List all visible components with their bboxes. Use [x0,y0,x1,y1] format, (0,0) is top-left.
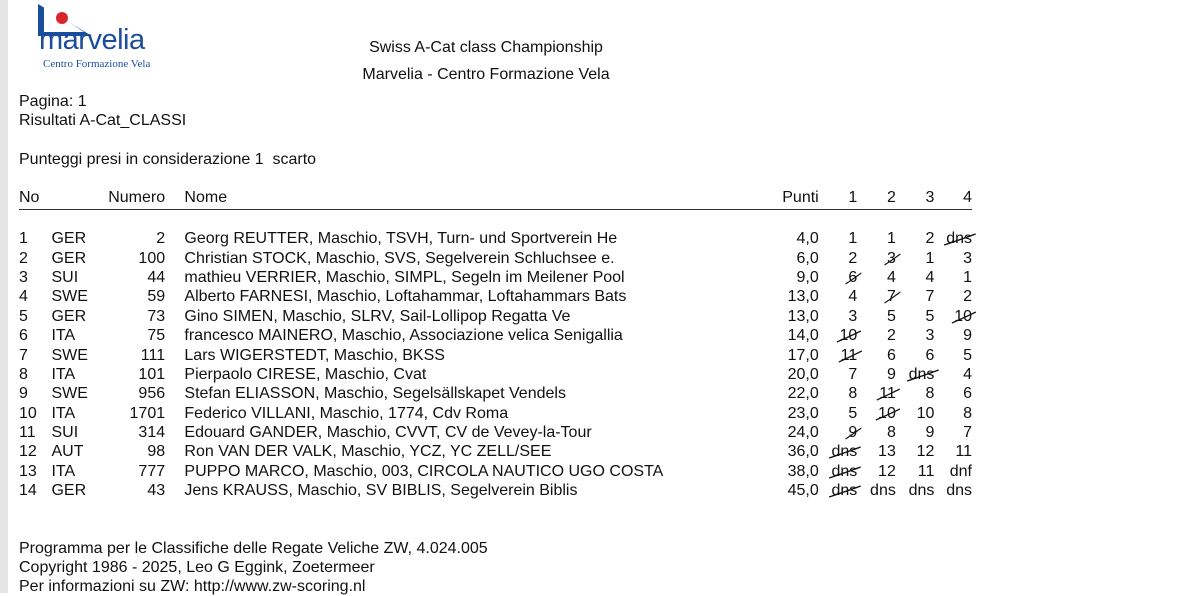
cell-race-4 [934,346,972,365]
logo-wordmark: marvelia [39,24,145,56]
race-score: dns [908,482,935,500]
table-row [19,249,972,268]
strike-through-icon [838,350,863,363]
strike-through-icon [884,253,901,266]
cell-race-1 [819,423,858,442]
cell-spacer [165,326,184,345]
cell-race-1 [819,385,858,404]
cell-nation: ITA [51,327,76,345]
race-score: 9 [963,327,972,345]
cell-race-3 [896,230,935,249]
discarded-score: dns [831,443,857,461]
discarded-score: 6 [848,269,857,287]
cell-points: 45,0 [787,482,819,500]
strike-through-icon [875,408,901,421]
discarded-score: 10 [839,327,857,345]
cell-spacer [165,249,184,268]
cell-sail-number: 100 [138,249,166,267]
col-header-number: Numero [104,189,165,210]
cell-spacer [165,268,184,287]
table-row [19,404,972,423]
table-row [19,268,972,287]
race-score: 13 [878,443,896,461]
results-label: Risultati A-Cat_CLASSI [19,112,187,129]
cell-points: 13,0 [787,288,819,306]
cell-race-1 [819,249,858,268]
cell-race-2 [857,423,896,442]
col-header-nat [51,189,104,210]
table-row [19,462,972,481]
cell-no: 7 [19,346,28,364]
cell-sail-number: 44 [147,268,166,286]
discarded-score: 3 [887,250,896,268]
cell-sail-number: 1701 [129,404,166,422]
discarded-score: 11 [879,385,896,403]
cell-no: 1 [19,230,28,248]
logo-subtitle: Centro Formazione Vela [43,58,151,70]
race-score: 2 [848,249,858,267]
cell-spacer [165,307,184,326]
race-score: 2 [886,327,896,345]
scoring-note: Punteggi presi in considerazione 1 scarto [19,151,317,168]
cell-race-4 [934,230,972,249]
race-score: 2 [963,288,972,306]
cell-race-2 [857,385,896,404]
cell-race-2 [857,307,896,326]
cell-spacer [165,230,184,249]
cell-sail-number: 43 [147,482,166,500]
race-score: 6 [886,346,896,364]
table-spacer-row [19,210,972,230]
cell-race-2 [857,404,896,423]
cell-spacer [165,288,184,307]
discarded-score: dns [831,482,857,500]
footer-software: Programma per le Classifiche delle Regate Veliche ZW, 4.024.005 [19,540,488,557]
col-header-race-3: 3 [896,189,935,210]
cell-nation: SUI [51,424,79,442]
race-score: 6 [963,385,972,403]
cell-name: Edouard GANDER, Maschio, CVVT, CV de Vevey-la-Tour [184,424,592,442]
cell-race-1 [819,288,858,307]
cell-race-1 [819,443,858,462]
cell-points: 20,0 [787,365,819,383]
left-edge-strip [0,0,8,593]
cell-name: mathieu VERRIER, Maschio, SIMPL, Segeln im Meilener Pool [184,268,625,286]
cell-sail-number: 111 [140,346,166,364]
table-row [19,482,972,501]
cell-race-4 [934,385,972,404]
cell-no: 11 [19,424,36,442]
race-score: 11 [955,443,972,461]
cell-sail-number: 956 [138,385,166,403]
cell-nation: SWE [51,346,88,364]
cell-race-3 [896,365,935,384]
cell-name: francesco MAINERO, Maschio, Associazione velica Senigallia [184,327,623,345]
race-score: 9 [925,424,935,442]
cell-race-1 [819,230,858,249]
discarded-score: 7 [887,288,896,306]
race-score: 9 [886,365,896,383]
cell-spacer [165,443,184,462]
cell-sail-number: 59 [147,288,166,306]
table-row [19,230,972,249]
cell-race-2 [857,268,896,287]
cell-race-1 [819,482,858,501]
cell-spacer [165,423,184,442]
cell-points: 14,0 [787,327,819,345]
cell-race-3 [896,326,935,345]
cell-spacer [165,462,184,481]
strike-through-icon [876,388,901,401]
table-row [19,326,972,345]
cell-name: Pierpaolo CIRESE, Maschio, Cvat [184,365,427,383]
cell-race-3 [896,443,935,462]
cell-race-3 [896,462,935,481]
cell-race-1 [819,326,858,345]
cell-spacer [165,365,184,384]
cell-race-2 [857,326,896,345]
cell-points: 22,0 [787,385,819,403]
cell-race-4 [934,365,972,384]
strike-through-icon [828,466,862,479]
cell-points: 4,0 [796,230,819,248]
cell-no: 4 [19,288,28,306]
cell-race-4 [934,288,972,307]
cell-points: 36,0 [787,443,819,461]
race-score: 4 [886,268,896,286]
results-body [19,210,972,501]
cell-nation: ITA [51,404,76,422]
race-score: 7 [925,288,935,306]
cell-sail-number: 75 [147,327,166,345]
cell-sail-number: 98 [147,443,166,461]
cell-spacer [165,404,184,423]
cell-nation: SWE [51,385,88,403]
cell-points: 24,0 [787,424,819,442]
cell-sail-number: 101 [138,365,166,383]
strike-through-icon [884,291,901,304]
cell-race-2 [857,288,896,307]
col-header-race-4: 4 [934,189,972,210]
event-organizer: Marvelia - Centro Formazione Vela [362,66,610,83]
cell-name: PUPPO MARCO, Maschio, 003, CIRCOLA NAUTICO UGO COSTA [184,462,664,480]
strike-through-icon [828,446,862,459]
cell-race-4 [934,326,972,345]
cell-no: 3 [19,268,28,286]
table-row [19,385,972,404]
cell-race-4 [934,443,972,462]
race-score: 5 [963,346,972,364]
cell-spacer [165,385,184,404]
cell-nation: SUI [51,268,79,286]
col-header-points: Punti [753,189,819,210]
cell-race-4 [934,268,972,287]
cell-name: Jens KRAUSS, Maschio, SV BIBLIS, Segelverein Biblis [184,482,578,500]
col-header-no: No [19,189,51,210]
cell-race-1 [819,462,858,481]
cell-race-3 [896,482,935,501]
cell-sail-number: 73 [147,307,166,325]
marvelia-logo [34,2,164,72]
cell-race-2 [857,249,896,268]
discarded-score: 9 [848,424,857,442]
table-header-row [19,189,972,210]
cell-no: 9 [19,385,28,403]
col-header-name: Nome [184,189,752,210]
cell-name: Lars WIGERSTEDT, Maschio, BKSS [184,346,445,364]
race-score: 8 [925,385,935,403]
cell-race-2 [857,482,896,501]
strike-through-icon [845,272,862,285]
results-table [19,189,972,501]
cell-points: 9,0 [796,268,819,286]
race-score: 8 [848,385,858,403]
cell-points: 6,0 [796,249,819,267]
cell-race-1 [819,346,858,365]
cell-race-3 [896,346,935,365]
table-row [19,443,972,462]
discarded-score: 10 [954,308,972,326]
cell-no: 5 [19,307,28,325]
event-title: Swiss A-Cat class Championship [369,39,603,56]
race-score: 4 [848,288,858,306]
cell-race-1 [819,307,858,326]
cell-sail-number: 2 [156,230,166,248]
cell-race-1 [819,365,858,384]
cell-sail-number: 777 [138,462,166,480]
race-score: 7 [963,424,972,442]
cell-name: Christian STOCK, Maschio, SVS, Segelverein Schluchsee e. [184,249,615,267]
race-score: 3 [925,327,935,345]
race-score: 6 [925,346,935,364]
strike-through-icon [828,485,862,498]
cell-nation: ITA [51,365,76,383]
race-score: 4 [963,365,972,383]
race-score: 8 [886,424,896,442]
cell-race-4 [934,423,972,442]
cell-race-3 [896,249,935,268]
discarded-score: 10 [878,405,896,423]
cell-race-3 [896,288,935,307]
strike-through-icon [836,330,862,343]
strike-through-icon [951,311,977,324]
race-score: dnf [949,462,972,480]
col-header-spacer [165,189,184,210]
cell-nation: SWE [51,288,88,306]
table-row [19,365,972,384]
cell-name: Ron VAN DER VALK, Maschio, YCZ, YC ZELL/SEE [184,443,552,461]
cell-no: 13 [19,462,37,480]
race-score: 4 [925,268,935,286]
cell-points: 17,0 [787,346,819,364]
cell-nation: GER [51,307,87,325]
cell-no: 2 [19,249,28,267]
table-row [19,288,972,307]
cell-name: Gino SIMEN, Maschio, SLRV, Sail-Lollipop Regatta Ve [184,307,571,325]
strike-through-icon [906,369,940,382]
cell-race-4 [934,404,972,423]
cell-nation: GER [51,482,87,500]
race-score: 2 [925,230,935,248]
race-score: 5 [848,404,858,422]
cell-race-4 [934,249,972,268]
cell-race-3 [896,307,935,326]
table-row [19,307,972,326]
col-header-race-1: 1 [819,189,858,210]
cell-sail-number: 314 [138,424,166,442]
discarded-score: dns [946,230,972,248]
race-score: 8 [963,404,972,422]
cell-race-2 [857,443,896,462]
cell-points: 38,0 [787,462,819,480]
race-score: 1 [886,230,896,248]
discarded-score: dns [831,463,857,481]
cell-no: 10 [19,404,37,422]
cell-no: 8 [19,365,28,383]
cell-race-1 [819,404,858,423]
strike-through-icon [845,427,862,440]
cell-points: 23,0 [787,404,819,422]
race-score: 1 [925,249,935,267]
race-score: 7 [848,365,858,383]
race-score: 1 [963,268,972,286]
cell-nation: ITA [51,462,76,480]
cell-nation: GER [51,249,87,267]
cell-race-4 [934,462,972,481]
cell-race-3 [896,385,935,404]
race-score: 3 [963,249,972,267]
race-score: 1 [848,230,858,248]
footer-info-link[interactable]: Per informazioni su ZW: http://www.zw-scoring.nl [19,578,366,595]
cell-race-2 [857,365,896,384]
table-row [19,346,972,365]
cell-no: 14 [19,482,37,500]
cell-nation: GER [51,230,87,248]
cell-no: 6 [19,327,28,345]
race-score: 10 [916,404,935,422]
race-score: 11 [917,462,935,480]
cell-nation: AUT [51,443,84,461]
footer-copyright: Copyright 1986 - 2025, Leo G Eggink, Zoetermeer [19,559,375,576]
cell-race-3 [896,268,935,287]
cell-race-2 [857,230,896,249]
cell-name: Stefan ELIASSON, Maschio, Segelsällskapet Vendels [184,385,566,403]
cell-spacer [165,346,184,365]
strike-through-icon [943,233,977,246]
cell-points: 13,0 [787,307,819,325]
cell-spacer [165,482,184,501]
col-header-race-2: 2 [857,189,896,210]
table-row [19,423,972,442]
page-number: Pagina: 1 [19,93,87,110]
cell-race-3 [896,404,935,423]
cell-race-4 [934,307,972,326]
cell-name: Georg REUTTER, Maschio, TSVH, Turn- und Sportverein He [184,230,618,248]
race-score: 5 [925,307,935,325]
cell-race-1 [819,268,858,287]
cell-race-2 [857,462,896,481]
cell-race-2 [857,346,896,365]
discarded-score: dns [909,366,935,384]
cell-race-3 [896,423,935,442]
cell-no: 12 [19,443,37,461]
race-score: 5 [886,307,896,325]
race-score: 12 [878,462,896,480]
cell-name: Alberto FARNESI, Maschio, Loftahammar, Loftahammars Bats [184,288,627,306]
cell-race-4 [934,482,972,501]
discarded-score: 11 [841,347,858,365]
race-score: 3 [848,307,858,325]
cell-name: Federico VILLANI, Maschio, 1774, Cdv Roma [184,404,509,422]
race-score: 12 [916,443,935,461]
race-score: dns [870,482,896,500]
race-score: dns [946,482,972,500]
